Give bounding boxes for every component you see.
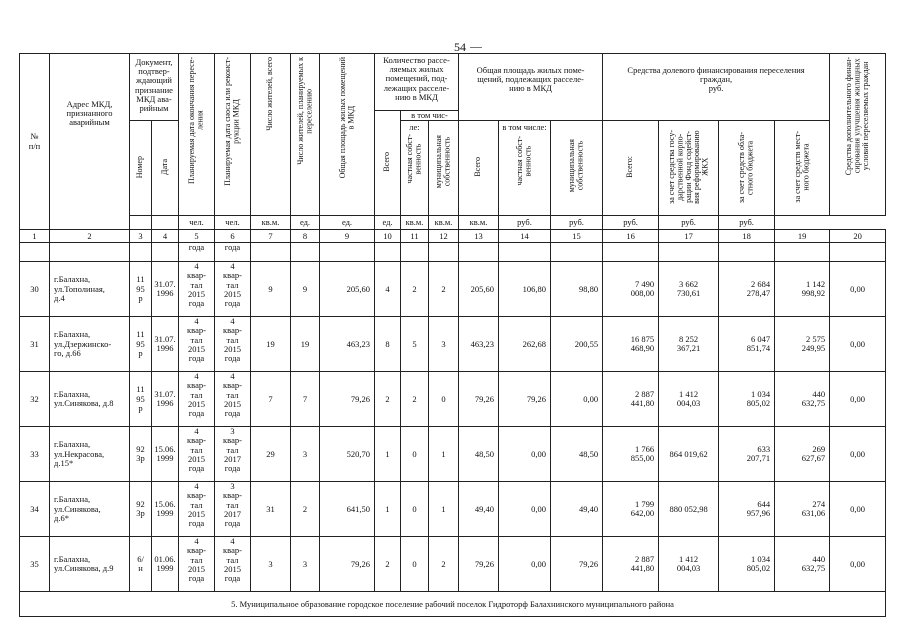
row-funds-local: 440 632,75 [775, 372, 830, 427]
row-residents-planned: 2 [291, 482, 320, 537]
column-number: 12 [429, 230, 459, 243]
row-no: 31 [20, 317, 50, 372]
row-area-municipal: 79,26 [551, 537, 603, 592]
column-number: 20 [830, 230, 886, 243]
unit-cell: руб. [659, 216, 719, 230]
row-additional: 0,00 [830, 317, 886, 372]
row-area-municipal: 48,50 [551, 427, 603, 482]
row-count-municipal: 3 [429, 317, 459, 372]
column-number: 10 [375, 230, 401, 243]
column-number: 9 [320, 230, 375, 243]
column-number: 1 [20, 230, 50, 243]
unit-cell: кв.м. [251, 216, 291, 230]
column-number: 7 [251, 230, 291, 243]
row-area-private: 0,00 [499, 427, 551, 482]
row-doc-number: 11 95 р [130, 372, 152, 427]
row-doc-number: 11 95 р [130, 262, 152, 317]
row-residents-total: 29 [251, 427, 291, 482]
header-residents-planned: Число жителей, планируемых к переселению [291, 54, 320, 216]
row-planned-end: 4 квар- тал 2015 года [179, 372, 215, 427]
row-residents-total: 31 [251, 482, 291, 537]
row-area-municipal: 49,40 [551, 482, 603, 537]
header-area-private: в том числе: частная собст- венность [499, 121, 551, 216]
header-funds-local: за счет средств мест- ного бюджета [775, 121, 830, 216]
row-planned-end: 4 квар- тал 2015 года [179, 537, 215, 592]
row-count-private: 0 [401, 482, 429, 537]
row-doc-number: 92 3р [130, 427, 152, 482]
header-count-incl: в том чис- [401, 111, 459, 121]
row-count-private: 0 [401, 427, 429, 482]
row-funds-corp: 1 412 004,03 [659, 372, 719, 427]
row-residents-total: 7 [251, 372, 291, 427]
table-row [20, 317, 886, 372]
header-no: № п/п [20, 54, 50, 230]
row-additional: 0,00 [830, 427, 886, 482]
row-address: г.Балахна, ул.Синякова, д.6* [50, 482, 130, 537]
table-row [20, 372, 886, 427]
unit-cell: кв.м. [429, 216, 459, 230]
row-additional: 0,00 [830, 372, 886, 427]
row-count-total: 1 [375, 427, 401, 482]
unit-cell: руб. [499, 216, 551, 230]
row-count-total: 2 [375, 537, 401, 592]
column-number: 16 [603, 230, 659, 243]
header-funds-total: Всего: [603, 121, 659, 216]
header-funds-region: за счет средств обла- стного бюджета [719, 121, 775, 216]
row-funds-region: 2 684 278,47 [719, 262, 775, 317]
row-doc-number: 11 95 р [130, 317, 152, 372]
row-no: 32 [20, 372, 50, 427]
row-area-total: 79,26 [459, 537, 499, 592]
table-row [20, 427, 886, 482]
row-count-total: 8 [375, 317, 401, 372]
row-total-area: 79,26 [320, 372, 375, 427]
page-number-mark [470, 47, 482, 48]
row-count-total: 2 [375, 372, 401, 427]
row-count-municipal: 2 [429, 262, 459, 317]
row-funds-corp: 864 019,62 [659, 427, 719, 482]
row-doc-date: 15.06. 1999 [152, 482, 179, 537]
row-funds-local: 269 627,67 [775, 427, 830, 482]
row-total-area: 463,23 [320, 317, 375, 372]
column-number: 19 [775, 230, 830, 243]
header-planned-demolition: Планируемая дата сноса или реконст- рукции МКД [215, 54, 251, 216]
row-funds-region: 1 034 805,02 [719, 537, 775, 592]
row-funds-corp: 3 662 730,61 [659, 262, 719, 317]
carry-over-c6: года [215, 243, 251, 262]
column-number: 13 [459, 230, 499, 243]
column-number: 11 [401, 230, 429, 243]
row-area-total: 79,26 [459, 372, 499, 427]
row-doc-date: 31.07. 1996 [152, 317, 179, 372]
row-residents-planned: 3 [291, 427, 320, 482]
page-number: 54 [454, 40, 466, 54]
header-total-area: Общая площадь жилых помещений в МКД [320, 54, 375, 216]
row-doc-date: 15.06. 1999 [152, 427, 179, 482]
header-address: Адрес МКД, признанного аварийным [50, 54, 130, 230]
row-planned-demolition: 4 квар- тал 2015 года [215, 372, 251, 427]
column-number: 5 [179, 230, 215, 243]
row-count-municipal: 1 [429, 482, 459, 537]
row-count-private: 2 [401, 372, 429, 427]
row-address: г.Балахна, ул.Некрасова, д.15* [50, 427, 130, 482]
row-doc-date: 31.07. 1996 [152, 372, 179, 427]
row-area-total: 205,60 [459, 262, 499, 317]
row-planned-end: 4 квар- тал 2015 года [179, 427, 215, 482]
table-row [20, 482, 886, 537]
row-area-municipal: 200,55 [551, 317, 603, 372]
row-funds-total: 1 766 855,00 [603, 427, 659, 482]
row-additional: 0,00 [830, 537, 886, 592]
row-planned-end: 4 квар- тал 2015 года [179, 482, 215, 537]
row-count-private: 5 [401, 317, 429, 372]
carry-over-c5: года [179, 243, 215, 262]
row-funds-corp: 880 052,98 [659, 482, 719, 537]
unit-cell: ед. [375, 216, 401, 230]
column-number: 3 [130, 230, 152, 243]
row-area-total: 48,50 [459, 427, 499, 482]
row-no: 34 [20, 482, 50, 537]
row-area-total: 49,40 [459, 482, 499, 537]
header-count-total: Всего [375, 111, 401, 216]
row-additional: 0,00 [830, 482, 886, 537]
row-no: 33 [20, 427, 50, 482]
row-address: г.Балахна, ул.Дзержинско- го, д.66 [50, 317, 130, 372]
header-funds-group: Средства долевого финансирования переселения граждан, руб. [603, 54, 830, 121]
row-doc-date: 01.06. 1999 [152, 537, 179, 592]
row-funds-region: 644 957,96 [719, 482, 775, 537]
carry-over-row [20, 243, 886, 262]
header-planned-end: Планируемая дата окончания пересе- ления [179, 54, 215, 216]
header-area-municipal: муниципальная собственность [551, 121, 603, 216]
row-residents-total: 19 [251, 317, 291, 372]
row-residents-total: 3 [251, 537, 291, 592]
unit-cell: чел. [179, 216, 215, 230]
unit-cell: кв.м. [459, 216, 499, 230]
header-area-group: Общая площадь жилых поме- щений, подлежащих расселе- нию в МКД [459, 54, 603, 121]
row-funds-local: 440 632,75 [775, 537, 830, 592]
row-funds-total: 2 887 441,80 [603, 372, 659, 427]
column-number-row [20, 230, 886, 243]
header-number: Номер [130, 121, 152, 216]
row-residents-planned: 7 [291, 372, 320, 427]
table-row [20, 537, 886, 592]
header-funds-corp: за счет средства госу- дарственной корпо- рации Фонд содейст- вия реформированию ЖКХ [659, 121, 719, 216]
row-residents-total: 9 [251, 262, 291, 317]
unit-cell: руб. [551, 216, 603, 230]
row-planned-end: 4 квар- тал 2015 года [179, 317, 215, 372]
row-count-private: 0 [401, 537, 429, 592]
row-area-municipal: 98,80 [551, 262, 603, 317]
header-residents-total: Число жителей, всего [251, 54, 291, 216]
row-residents-planned: 9 [291, 262, 320, 317]
unit-cell: руб. [719, 216, 775, 230]
column-number: 17 [659, 230, 719, 243]
row-planned-demolition: 3 квар- тал 2017 года [215, 482, 251, 537]
row-area-private: 0,00 [499, 537, 551, 592]
row-area-private: 79,26 [499, 372, 551, 427]
row-count-private: 2 [401, 262, 429, 317]
row-doc-date: 31.07. 1996 [152, 262, 179, 317]
column-number: 14 [499, 230, 551, 243]
row-funds-region: 6 047 851,74 [719, 317, 775, 372]
row-count-total: 4 [375, 262, 401, 317]
row-funds-total: 1 799 642,00 [603, 482, 659, 537]
column-number: 6 [215, 230, 251, 243]
row-area-private: 106,80 [499, 262, 551, 317]
row-total-area: 79,26 [320, 537, 375, 592]
row-no: 35 [20, 537, 50, 592]
header-additional: Средства дополнительного финан- сирования улучшения жилищных условий переселяемых граждан [830, 54, 886, 216]
row-funds-total: 16 875 468,90 [603, 317, 659, 372]
row-address: г.Балахна, ул.Синякова, д.8 [50, 372, 130, 427]
row-address: г.Балахна, ул.Тополиная, д.4 [50, 262, 130, 317]
column-number: 4 [152, 230, 179, 243]
row-funds-corp: 1 412 004,03 [659, 537, 719, 592]
row-address: г.Балахна, ул.Синякова, д.9 [50, 537, 130, 592]
row-funds-total: 2 887 441,80 [603, 537, 659, 592]
header-count-municipal: муниципальная собственность [429, 121, 459, 216]
unit-cell: ед. [291, 216, 320, 230]
header-count-group: Количество рассе- ляемых жилых помещений, под- лежащих расселе- нию в МКД [375, 54, 459, 111]
row-count-municipal: 0 [429, 372, 459, 427]
row-count-municipal: 2 [429, 537, 459, 592]
row-residents-planned: 19 [291, 317, 320, 372]
row-residents-planned: 3 [291, 537, 320, 592]
row-planned-demolition: 4 квар- тал 2015 года [215, 262, 251, 317]
resettlement-table [19, 53, 886, 617]
unit-cell: ед. [320, 216, 375, 230]
column-number: 2 [50, 230, 130, 243]
row-planned-demolition: 4 квар- тал 2015 года [215, 537, 251, 592]
row-doc-number: 6/ н [130, 537, 152, 592]
header-area-total: Всего [459, 121, 499, 216]
row-area-private: 0,00 [499, 482, 551, 537]
section-title: 5. Муниципальное образование городское поселение рабочий поселок Гидроторф Балахнинского муниципального района [20, 592, 886, 617]
table-row [20, 262, 886, 317]
row-total-area: 641,50 [320, 482, 375, 537]
row-count-total: 1 [375, 482, 401, 537]
row-no: 30 [20, 262, 50, 317]
row-funds-total: 7 490 008,00 [603, 262, 659, 317]
section-row [20, 592, 886, 617]
row-funds-region: 1 034 805,02 [719, 372, 775, 427]
row-total-area: 520,70 [320, 427, 375, 482]
unit-cell: чел. [215, 216, 251, 230]
row-funds-local: 1 142 998,92 [775, 262, 830, 317]
row-planned-end: 4 квар- тал 2015 года [179, 262, 215, 317]
unit-cell: кв.м. [401, 216, 429, 230]
row-area-total: 463,23 [459, 317, 499, 372]
header-document: Документ, подтвер- ждающий признание МКД ава- рийным [130, 54, 179, 121]
column-number: 15 [551, 230, 603, 243]
row-total-area: 205,60 [320, 262, 375, 317]
header-date: Дата [152, 121, 179, 216]
header-count-private: ле: частная собст- венность [401, 121, 429, 216]
row-funds-corp: 8 252 367,21 [659, 317, 719, 372]
unit-cell: руб. [603, 216, 659, 230]
column-number: 8 [291, 230, 320, 243]
row-additional: 0,00 [830, 262, 886, 317]
row-area-private: 262,68 [499, 317, 551, 372]
row-planned-demolition: 4 квар- тал 2015 года [215, 317, 251, 372]
row-funds-local: 274 631,06 [775, 482, 830, 537]
row-planned-demolition: 3 квар- тал 2017 года [215, 427, 251, 482]
row-area-municipal: 0,00 [551, 372, 603, 427]
row-funds-local: 2 575 249,95 [775, 317, 830, 372]
row-doc-number: 92 3р [130, 482, 152, 537]
column-number: 18 [719, 230, 775, 243]
row-funds-region: 633 207,71 [719, 427, 775, 482]
row-count-municipal: 1 [429, 427, 459, 482]
units-row [20, 216, 886, 230]
